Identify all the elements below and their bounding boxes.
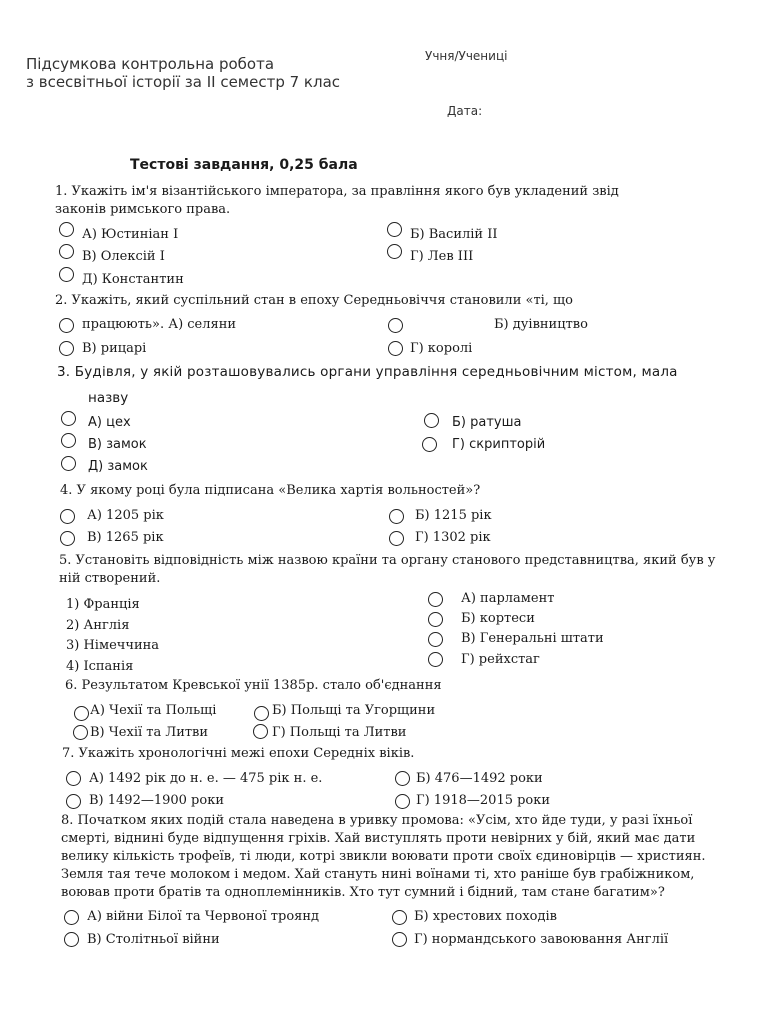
q4-text: 4. У якому році була підписана «Велика хартія вольностей»?: [60, 483, 481, 498]
q3-option-a-radio[interactable]: [61, 411, 76, 426]
q4-option-g-radio[interactable]: [389, 531, 404, 546]
q6-option-g-radio[interactable]: [253, 724, 268, 739]
q4-option-g: Г) 1302 рік: [415, 530, 491, 545]
q2-option-v: В) рицарі: [82, 341, 147, 356]
q8-option-b: Б) хрестових походів: [414, 909, 557, 924]
q1-option-g-radio[interactable]: [387, 244, 402, 259]
q1-option-a: А) Юстиніан І: [82, 227, 179, 242]
q3-option-b-radio[interactable]: [424, 413, 439, 428]
title-line-2: з всесвітньої історії за ІІ семестр 7 клас: [26, 73, 341, 91]
q1-option-v-radio[interactable]: [59, 244, 74, 259]
q2-text-line2-option-a: працюють». А) селяни: [82, 317, 237, 332]
q1-option-b-radio[interactable]: [387, 222, 402, 237]
q7-option-g: Г) 1918—2015 роки: [416, 793, 551, 808]
q2-option-b-radio[interactable]: [388, 318, 403, 333]
q3-option-a: А) цех: [88, 415, 131, 430]
q2-text-line1: 2. Укажіть, який суспільний стан в епоху Середньовіччя становили «ті, що: [55, 293, 573, 308]
q6-option-b-radio[interactable]: [254, 706, 269, 721]
q7-option-b: Б) 476—1492 роки: [416, 771, 543, 786]
q6-text: 6. Результатом Кревської унії 1385р. стало об'єднання: [65, 678, 442, 693]
q3-text-line1: 3. Будівля, у якій розташовувались органи управління середньовічним містом, мала: [57, 364, 678, 380]
q5-left-3: 3) Німеччина: [66, 638, 160, 653]
q1-text-line1: 1. Укажіть ім'я візантійського імператора, за правління якого був укладений звід: [55, 184, 619, 199]
q7-option-a-radio[interactable]: [66, 771, 81, 786]
q3-option-d-radio[interactable]: [61, 456, 76, 471]
title-line-1: Підсумкова контрольна робота: [26, 55, 275, 73]
q5-option-a-radio[interactable]: [428, 592, 443, 607]
q3-option-g-radio[interactable]: [422, 437, 437, 452]
q4-option-b: Б) 1215 рік: [415, 508, 492, 523]
q8-option-g: Г) нормандського завоювання Англії: [414, 932, 669, 947]
q7-option-a: А) 1492 рік до н. е. — 475 рік н. е.: [89, 771, 323, 786]
q3-text-line2: назву: [88, 390, 129, 406]
q6-option-v: В) Чехії та Литви: [90, 725, 209, 740]
q5-option-v-radio[interactable]: [428, 632, 443, 647]
q6-option-a: А) Чехії та Польщі: [90, 703, 217, 718]
q6-option-a-radio[interactable]: [74, 706, 89, 721]
q4-option-v: В) 1265 рік: [87, 530, 164, 545]
q6-option-g: Г) Польщі та Литви: [272, 725, 407, 740]
q5-left-2: 2) Англія: [66, 618, 130, 633]
q8-text-line3: велику кількість трофеїв, ті люди, котрі звикли воювати проти своїх єдиновірців — християн.: [61, 849, 706, 864]
q7-option-v-radio[interactable]: [66, 794, 81, 809]
q2-option-g-radio[interactable]: [388, 341, 403, 356]
q3-option-v: В) замок: [88, 437, 147, 452]
q8-option-a: А) війни Білої та Червоної троянд: [87, 909, 320, 924]
q8-option-v: В) Столітньої війни: [87, 932, 220, 947]
q7-option-g-radio[interactable]: [395, 794, 410, 809]
q3-option-d: Д) замок: [88, 459, 148, 474]
q1-option-b: Б) Василій ІІ: [410, 227, 498, 242]
q7-option-v: В) 1492—1900 роки: [89, 793, 224, 808]
q5-option-v: В) Генеральні штати: [461, 631, 604, 646]
q1-option-d-radio[interactable]: [59, 267, 74, 282]
q5-option-a: А) парламент: [461, 591, 555, 606]
q8-text-line5: воював проти братів та одноплемінників. Хто тут сумний і бідний, там стане багатим»?: [61, 885, 665, 900]
q1-option-g: Г) Лев ІІІ: [410, 249, 474, 264]
q3-option-g: Г) скрипторій: [452, 437, 546, 452]
q8-option-g-radio[interactable]: [392, 932, 407, 947]
q5-left-1: 1) Франція: [66, 597, 140, 612]
q3-option-v-radio[interactable]: [61, 433, 76, 448]
q1-text-line2: законів римського права.: [55, 202, 231, 217]
q7-text: 7. Укажіть хронологічні межі епохи Середніх віків.: [62, 746, 415, 761]
q3-option-b: Б) ратуша: [452, 415, 522, 430]
q1-option-d: Д) Константин: [82, 272, 184, 287]
student-label: Учня/Учениці: [425, 49, 508, 63]
section-title: Тестові завдання, 0,25 бала: [130, 157, 358, 173]
q2-option-v-radio[interactable]: [59, 341, 74, 356]
q5-left-4: 4) Іспанія: [66, 659, 134, 674]
q5-text-line1: 5. Установіть відповідність між назвою країни та органу станового представництва, який був у: [59, 553, 716, 568]
q4-option-b-radio[interactable]: [389, 509, 404, 524]
q8-text-line4: Земля тая тече молоком і медом. Хай стануть нині воїнами ті, хто раніше був грабіжником,: [61, 867, 695, 882]
q5-option-b: Б) кортеси: [461, 611, 535, 626]
q4-option-v-radio[interactable]: [60, 531, 75, 546]
q8-option-v-radio[interactable]: [64, 932, 79, 947]
q1-option-a-radio[interactable]: [59, 222, 74, 237]
q2-option-b: Б) дуівництво: [494, 317, 588, 332]
date-label: Дата:: [447, 104, 483, 118]
q8-option-b-radio[interactable]: [392, 910, 407, 925]
q5-option-g-radio[interactable]: [428, 652, 443, 667]
q6-option-b: Б) Польщі та Угорщини: [272, 703, 436, 718]
q8-option-a-radio[interactable]: [64, 910, 79, 925]
q5-option-g: Г) рейхстаг: [461, 652, 540, 667]
q8-text-line1: 8. Початком яких подій стала наведена в уривку промова: «Усім, хто йде туди, у разі їхньої: [61, 813, 693, 828]
q5-text-line2: ній створений.: [59, 571, 161, 586]
q1-option-v: В) Олексій І: [82, 249, 165, 264]
q4-option-a-radio[interactable]: [60, 509, 75, 524]
q5-option-b-radio[interactable]: [428, 612, 443, 627]
q6-option-v-radio[interactable]: [73, 725, 88, 740]
q8-text-line2: смерті, віднині буде відпущення гріхів. Хай виступлять проти невірних у бій, який має дати: [61, 831, 696, 846]
q2-option-g: Г) королі: [410, 341, 473, 356]
q7-option-b-radio[interactable]: [395, 771, 410, 786]
q2-option-a-radio[interactable]: [59, 318, 74, 333]
q4-option-a: А) 1205 рік: [87, 508, 164, 523]
